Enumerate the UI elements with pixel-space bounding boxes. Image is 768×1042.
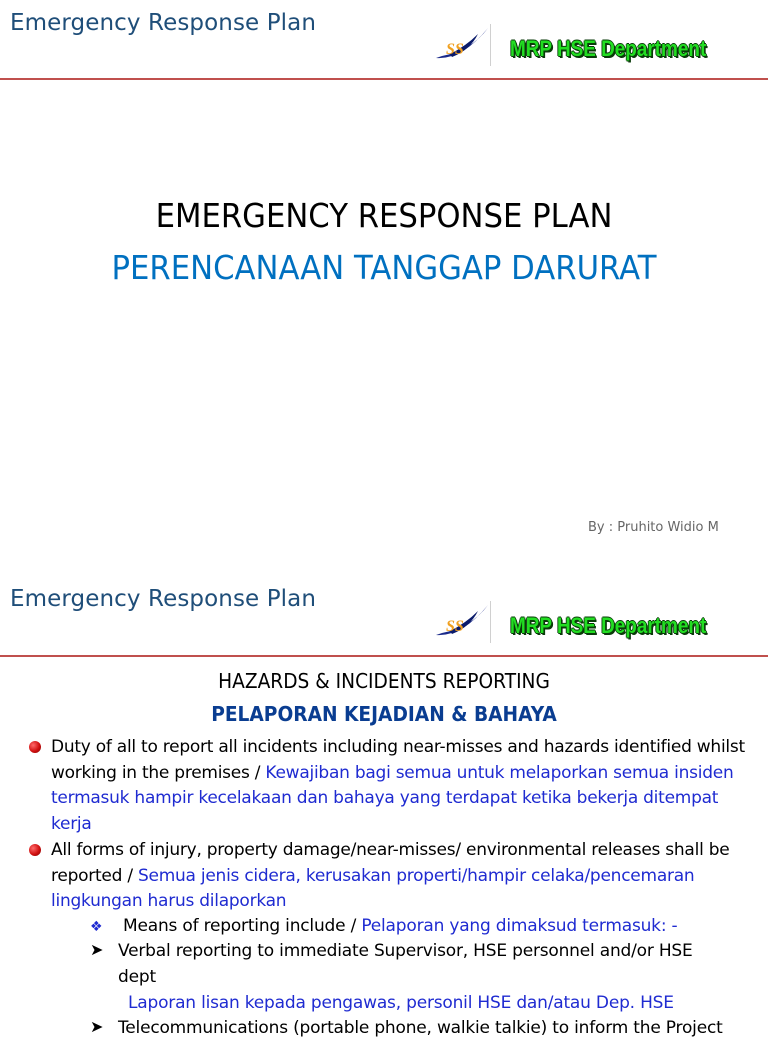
sub-bullet-text-id: Pelaporan yang dimaksud termasuk: - bbox=[361, 916, 678, 936]
slide-title: EMERGENCY RESPONSE PLAN bbox=[155, 196, 613, 235]
svg-text:SS: SS bbox=[446, 618, 464, 635]
arrow-item-line: dept bbox=[118, 967, 156, 987]
arrow-bullet-icon: ➤ bbox=[90, 1019, 104, 1036]
section-title: HAZARDS & INCIDENTS REPORTING bbox=[218, 669, 550, 693]
bullet-text-id: Kewajiban bagi semua untuk melaporkan semua insiden termasuk hampir kecelakaan dan bahaya yang terdapat ketika bekerja ditempat kerja bbox=[51, 762, 734, 834]
author-credit: By : Pruhito Widio M bbox=[588, 520, 719, 535]
diamond-bullet-icon: ❖ bbox=[90, 918, 103, 934]
bullet-text-en: Duty of all to report all incidents including near-misses and hazards identified whilst working in the premises / bbox=[51, 737, 745, 783]
header-title: Emergency Response Plan bbox=[10, 586, 317, 612]
bullet-item bbox=[51, 735, 763, 837]
arrow-item-line: Telecommunications (portable phone, walkie talkie) to inform the Project bbox=[118, 1018, 723, 1038]
arrow-bullet-icon: ➤ bbox=[90, 942, 104, 959]
bullet-text-en: All forms of injury, property damage/near-misses/ environmental releases shall be reported / bbox=[51, 840, 730, 886]
slide-2 bbox=[0, 557, 768, 1038]
ss-swoosh-logo-icon bbox=[432, 24, 492, 66]
header-rule bbox=[0, 78, 768, 80]
department-label: MRP HSE Department bbox=[510, 613, 707, 638]
svg-text:SS: SS bbox=[446, 41, 464, 58]
bullet-item bbox=[51, 838, 763, 915]
red-bullet-icon bbox=[29, 741, 41, 753]
section-subtitle: PELAPORAN KEJADIAN & BAHAYA bbox=[211, 702, 557, 726]
slide-subtitle: PERENCANAAN TANGGAP DARURAT bbox=[111, 248, 657, 287]
department-label: MRP HSE Department bbox=[510, 36, 707, 61]
header-rule bbox=[0, 655, 768, 657]
sub-bullet-item bbox=[123, 914, 678, 940]
bullet-text-id: Semua jenis cidera, kerusakan properti/hampir celaka/pencemaran lingkungan harus dilaporkan bbox=[51, 865, 695, 911]
sub-bullet-text-en: Means of reporting include / bbox=[123, 916, 357, 936]
arrow-item-translation: Laporan lisan kepada pengawas, personil HSE dan/atau Dep. HSE bbox=[128, 993, 674, 1013]
header-title: Emergency Response Plan bbox=[10, 10, 317, 36]
arrow-item-line: Verbal reporting to immediate Supervisor, HSE personnel and/or HSE bbox=[118, 941, 693, 961]
ss-swoosh-logo-icon bbox=[432, 601, 492, 643]
red-bullet-icon bbox=[29, 844, 41, 856]
